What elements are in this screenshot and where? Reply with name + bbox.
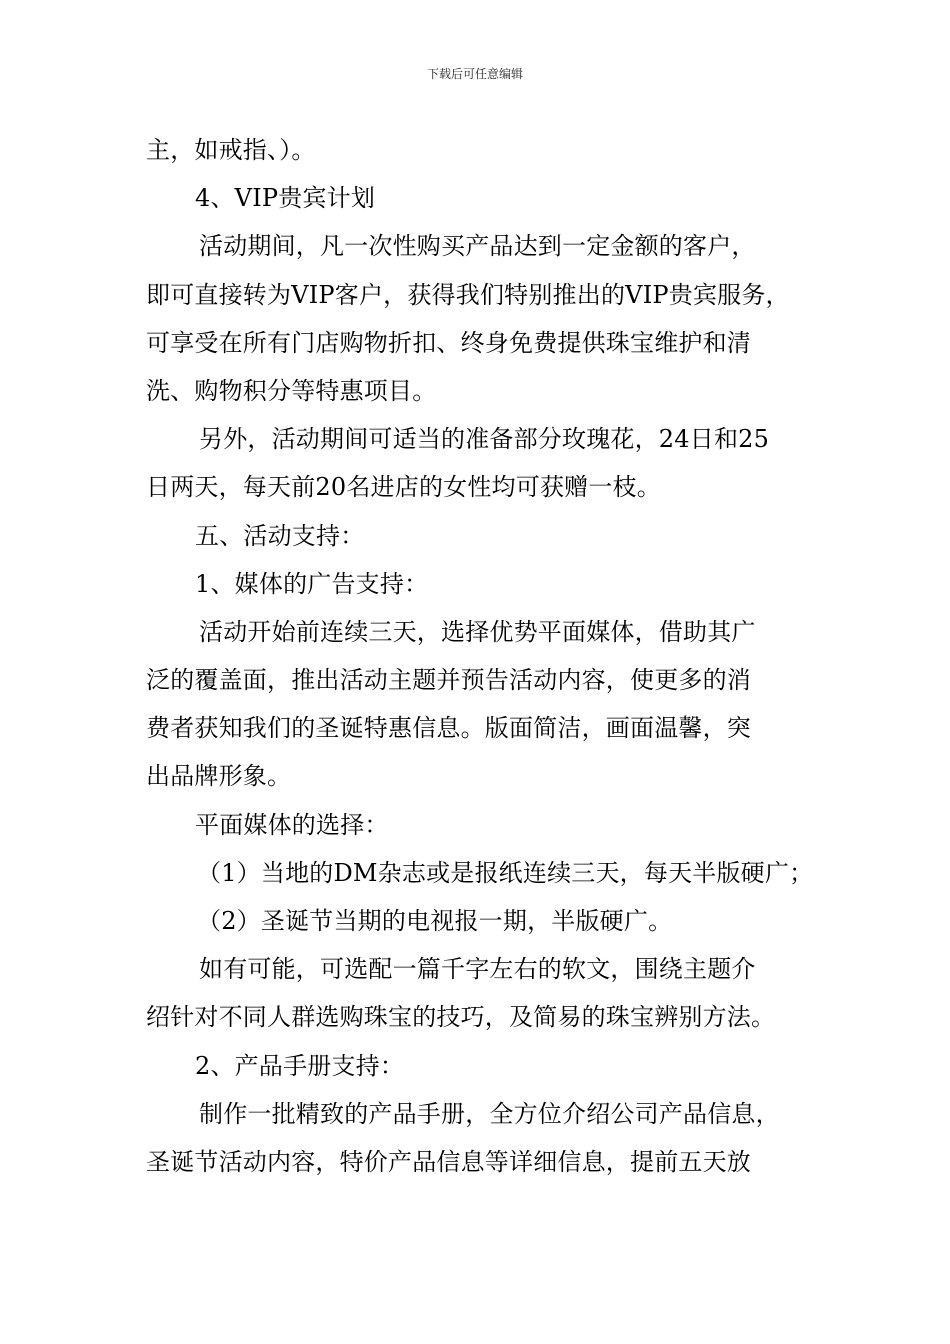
list-item: （2）圣诞节当期的电视报一期，半版硬广。 [197,907,673,935]
section-heading-brochure: 2、产品手册支持： [195,1051,405,1080]
paragraph-line: 另外，活动期间可适当的准备部分玫瑰花，24日和25 [199,425,770,454]
paragraph-line: 活动开始前连续三天，选择优势平面媒体，借助其广 [199,617,756,646]
paragraph-line: 制作一批精致的产品手册，全方位介绍公司产品信息， [199,1099,780,1128]
list-item: （1）当地的DM杂志或是报纸连续三天，每天半版硬广； [197,858,814,887]
text-line: 主，如戒指、）。 [146,136,316,164]
paragraph-line: 洗、购物积分等特惠项目。 [146,376,437,405]
paragraph-line: 圣诞节活动内容，特价产品信息等详细信息，提前五天放 [146,1147,751,1176]
paragraph-line: 活动期间，凡一次性购买产品达到一定金额的客户， [199,232,756,261]
paragraph-line: 日两天，每天前20名进店的女性均可获赠一枝。 [146,473,661,502]
section-heading-media: 1、媒体的广告支持： [195,569,429,598]
paragraph-line: 出品牌形象。 [146,762,292,791]
paragraph-line: 费者获知我们的圣诞特惠信息。版面简洁，画面温馨，突 [146,714,751,743]
paragraph-line: 泛的覆盖面，推出活动主题并预告活动内容，使更多的消 [146,666,751,695]
section-heading-vip: 4、VIP贵宾计划 [195,184,376,213]
paragraph-line: 如有可能，可选配一篇千字左右的软文，围绕主题介 [199,955,756,984]
page-header: 下载后可任意编辑 [426,67,523,81]
paragraph-line: 绍针对不同人群选购珠宝的技巧，及简易的珠宝辨别方法。 [146,1003,776,1032]
paragraph-line: 平面媒体的选择： [195,810,389,839]
section-heading-support: 五、活动支持： [195,521,365,550]
paragraph-line: 可享受在所有门店购物折扣、终身免费提供珠宝维护和清 [146,328,751,357]
document-body [146,126,826,1186]
paragraph-line: 即可直接转为VIP客户，获得我们特别推出的VIP贵宾服务， [146,280,790,309]
